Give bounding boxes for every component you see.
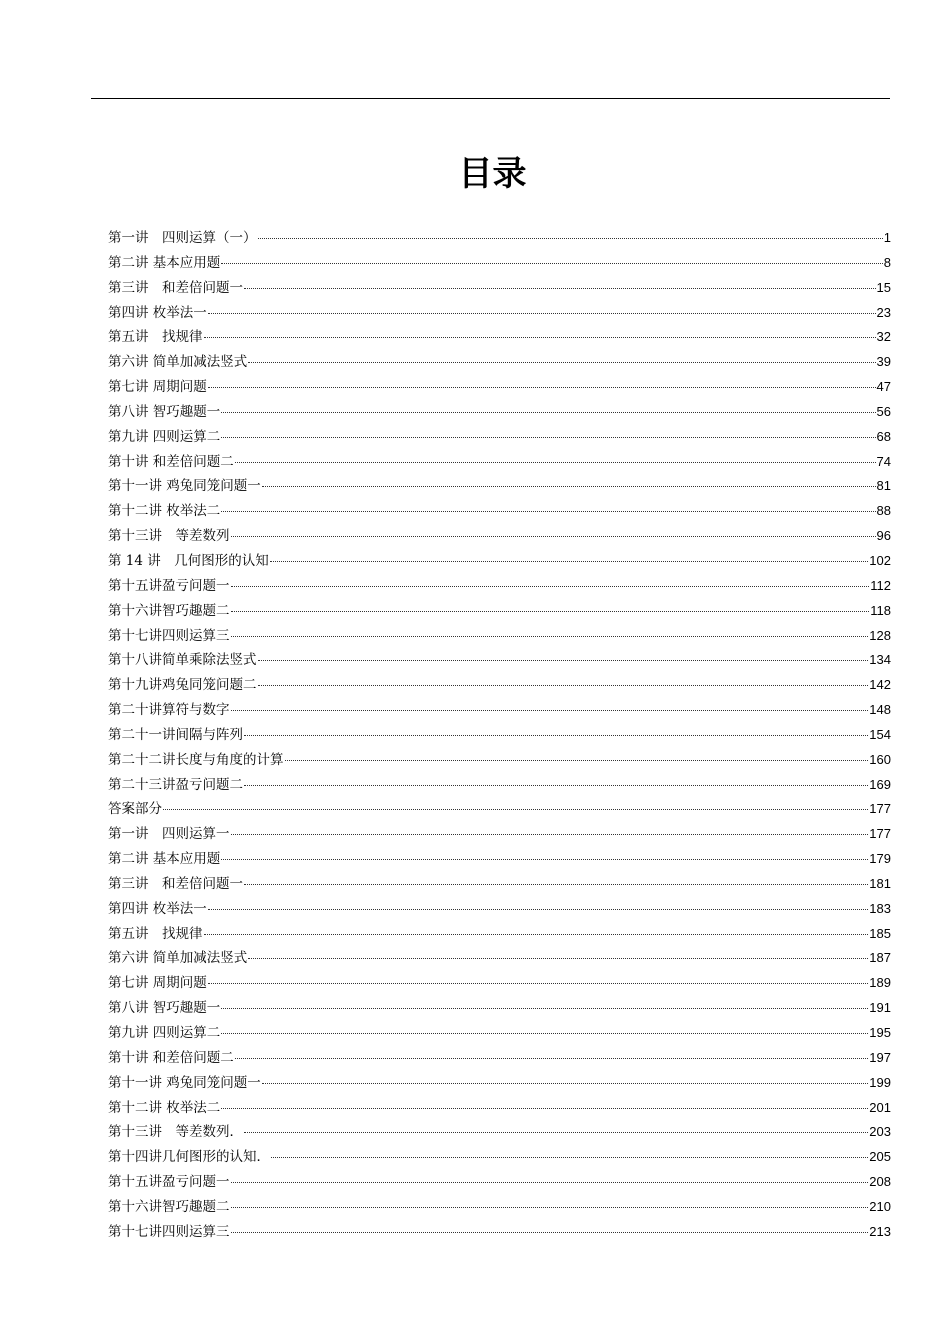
toc-entry-page-number: 179 <box>869 851 891 867</box>
toc-entry[interactable] <box>108 450 891 475</box>
toc-entry-page-number: 187 <box>869 950 891 966</box>
toc-dot-leader <box>221 1108 868 1109</box>
toc-entry[interactable] <box>108 251 891 276</box>
toc-entry[interactable] <box>108 599 891 624</box>
toc-dot-leader <box>231 834 869 835</box>
toc-entry[interactable] <box>108 276 891 301</box>
toc-dot-leader <box>221 859 868 860</box>
toc-entry-page-number: 112 <box>870 577 891 593</box>
toc-entry-page-number: 210 <box>869 1198 891 1214</box>
toc-entry-label: 第九讲 四则运算二 <box>108 428 221 445</box>
toc-entry-page-number: 183 <box>869 900 891 916</box>
toc-dot-leader <box>258 685 869 686</box>
toc-dot-leader <box>231 586 870 587</box>
toc-entry-label: 第十二讲 枚举法二 <box>108 503 221 520</box>
toc-entry[interactable] <box>108 971 891 996</box>
toc-entry-page-number: 197 <box>869 1049 891 1065</box>
toc-entry-label: 第一讲 四则运算一 <box>108 826 230 843</box>
toc-dot-leader <box>221 511 875 512</box>
toc-entry-page-number: 142 <box>869 677 891 693</box>
toc-entry-page-number: 154 <box>869 726 891 742</box>
toc-entry-label: 第二十三讲盈亏问题二 <box>108 776 243 793</box>
toc-dot-leader <box>262 1083 869 1084</box>
toc-entry-label: 第十三讲 等差数列 <box>108 528 230 545</box>
toc-dot-leader <box>208 387 876 388</box>
toc-entry[interactable] <box>108 499 891 524</box>
toc-dot-leader <box>244 288 876 289</box>
toc-dot-leader <box>231 1207 869 1208</box>
toc-entry-label: 第 14 讲 几何图形的认知 <box>108 552 269 569</box>
toc-entry[interactable] <box>108 922 891 947</box>
toc-dot-leader <box>262 486 876 487</box>
toc-entry-label: 第五讲 找规律 <box>108 329 203 346</box>
toc-dot-leader <box>235 462 876 463</box>
toc-entry-label: 第五讲 找规律 <box>108 925 203 942</box>
toc-entry[interactable] <box>108 723 891 748</box>
toc-entry-label: 第十一讲 鸡兔同笼问题一 <box>108 478 261 495</box>
toc-dot-leader <box>248 362 875 363</box>
toc-dot-leader <box>244 884 868 885</box>
toc-entry-page-number: 74 <box>876 453 891 469</box>
toc-entry-page-number: 118 <box>870 602 891 618</box>
toc-entry[interactable] <box>108 474 891 499</box>
toc-entry-label: 第八讲 智巧趣题一 <box>108 403 221 420</box>
toc-entry-label: 第十五讲盈亏问题一 <box>108 577 230 594</box>
toc-entry-page-number: 81 <box>876 478 891 494</box>
toc-dot-leader <box>244 785 868 786</box>
toc-entry[interactable] <box>108 648 891 673</box>
toc-entry[interactable] <box>108 797 891 822</box>
toc-entry-page-number: 203 <box>869 1124 891 1140</box>
toc-entry-page-number: 128 <box>869 627 891 643</box>
toc-dot-leader <box>208 909 869 910</box>
toc-entry-page-number: 177 <box>869 801 891 817</box>
toc-entry[interactable] <box>108 425 891 450</box>
toc-entry[interactable] <box>108 1071 891 1096</box>
toc-entry[interactable] <box>108 400 891 425</box>
toc-entry[interactable] <box>108 1021 891 1046</box>
toc-entry-label: 第十五讲盈亏问题一 <box>108 1174 230 1191</box>
toc-entry[interactable] <box>108 325 891 350</box>
toc-entry[interactable] <box>108 698 891 723</box>
toc-entry-page-number: 88 <box>876 503 891 519</box>
toc-dot-leader <box>208 313 876 314</box>
toc-entry-label: 第十二讲 枚举法二 <box>108 1099 221 1116</box>
toc-entry-label: 第十八讲简单乘除法竖式 <box>108 652 257 669</box>
toc-entry-page-number: 96 <box>876 528 891 544</box>
toc-entry-page-number: 15 <box>876 279 891 295</box>
toc-entry-label: 第十三讲 等差数列． <box>108 1124 243 1141</box>
toc-entry-page-number: 8 <box>883 254 891 270</box>
toc-entry-page-number: 195 <box>869 1025 891 1040</box>
toc-entry[interactable] <box>108 574 891 599</box>
toc-entry-label: 第十七讲四则运算三 <box>108 1223 230 1240</box>
toc-entry[interactable] <box>108 897 891 922</box>
toc-dot-leader <box>258 660 869 661</box>
toc-entry[interactable] <box>108 524 891 549</box>
toc-entry[interactable] <box>108 226 891 251</box>
toc-dot-leader <box>258 238 883 239</box>
toc-entry-label: 第四讲 枚举法一 <box>108 304 207 321</box>
toc-entry-page-number: 39 <box>876 354 891 370</box>
toc-entry[interactable] <box>108 996 891 1021</box>
toc-dot-leader <box>231 611 870 612</box>
toc-entry[interactable] <box>108 946 891 971</box>
toc-entry-label: 第六讲 简单加减法竖式 <box>108 950 248 967</box>
toc-entry[interactable] <box>108 1195 891 1220</box>
toc-entry-label: 第四讲 枚举法一 <box>108 900 207 917</box>
toc-entry[interactable] <box>108 301 891 326</box>
toc-entry-label: 第六讲 简单加减法竖式 <box>108 354 248 371</box>
toc-entry-label: 第八讲 智巧趣题一 <box>108 1000 221 1017</box>
toc-dot-leader <box>204 934 869 935</box>
toc-entry[interactable] <box>108 350 891 375</box>
toc-entry-label: 第二十讲算符与数字 <box>108 702 230 719</box>
toc-entry-label: 第七讲 周期问题 <box>108 975 207 992</box>
toc-entry-page-number: 213 <box>869 1223 891 1239</box>
toc-dot-leader <box>204 337 876 338</box>
toc-entry-page-number: 160 <box>869 751 891 767</box>
toc-entry-label: 第十六讲智巧趣题二 <box>108 1198 230 1215</box>
toc-entry-label: 第七讲 周期问题 <box>108 379 207 396</box>
toc-entry-page-number: 169 <box>869 776 891 792</box>
toc-entry-label: 第二讲 基本应用题 <box>108 851 221 868</box>
table-of-contents <box>108 226 891 1245</box>
toc-dot-leader <box>285 760 869 761</box>
toc-entry-label: 第十一讲 鸡兔同笼问题一 <box>108 1074 261 1091</box>
toc-entry-label: 第二讲 基本应用题 <box>108 254 221 271</box>
toc-entry-page-number: 47 <box>876 379 891 395</box>
toc-dot-leader <box>244 735 868 736</box>
toc-dot-leader <box>235 1058 869 1059</box>
toc-entry-label: 第十讲 和差倍问题二 <box>108 1049 234 1066</box>
toc-entry-page-number: 181 <box>869 875 891 891</box>
toc-entry[interactable] <box>108 1096 891 1121</box>
toc-dot-leader <box>231 536 876 537</box>
toc-dot-leader <box>221 412 875 413</box>
toc-entry[interactable] <box>108 549 891 574</box>
toc-entry-label: 第二十二讲长度与角度的计算 <box>108 751 284 768</box>
toc-entry[interactable] <box>108 1170 891 1195</box>
toc-dot-leader <box>231 636 869 637</box>
header-rule <box>91 98 890 99</box>
toc-entry[interactable] <box>108 673 891 698</box>
toc-entry-page-number: 102 <box>869 552 891 568</box>
toc-entry-label: 答案部分 <box>108 801 162 818</box>
toc-dot-leader <box>208 983 869 984</box>
toc-entry[interactable] <box>108 1220 891 1245</box>
toc-dot-leader <box>271 1157 868 1158</box>
toc-entry-page-number: 201 <box>869 1099 891 1115</box>
toc-entry-page-number: 148 <box>869 702 891 718</box>
toc-entry-label: 第九讲 四则运算二 <box>108 1025 221 1041</box>
toc-entry-label: 第十六讲智巧趣题二 <box>108 602 230 619</box>
toc-entry-page-number: 205 <box>869 1149 891 1165</box>
toc-entry-label: 第一讲 四则运算（一） <box>108 230 257 246</box>
toc-dot-leader <box>248 958 868 959</box>
toc-entry[interactable] <box>108 822 891 847</box>
toc-dot-leader <box>221 437 875 438</box>
toc-entry-page-number: 32 <box>876 329 891 345</box>
toc-entry[interactable] <box>108 1145 891 1170</box>
toc-entry[interactable] <box>108 773 891 798</box>
toc-entry-page-number: 68 <box>876 428 891 444</box>
toc-dot-leader <box>221 263 882 264</box>
toc-entry-page-number: 191 <box>869 1000 891 1016</box>
toc-entry[interactable] <box>108 872 891 897</box>
toc-dot-leader <box>231 710 869 711</box>
toc-entry-page-number: 185 <box>869 925 891 941</box>
toc-entry-page-number: 56 <box>876 403 891 419</box>
toc-dot-leader <box>244 1132 868 1133</box>
toc-entry-page-number: 134 <box>869 652 891 668</box>
toc-entry-label: 第三讲 和差倍问题一 <box>108 279 243 296</box>
toc-entry-page-number: 189 <box>869 975 891 991</box>
toc-dot-leader <box>231 1232 869 1233</box>
toc-entry[interactable] <box>108 1120 891 1145</box>
toc-entry-label: 第十七讲四则运算三 <box>108 627 230 644</box>
toc-dot-leader <box>221 1008 868 1009</box>
toc-entry[interactable] <box>108 748 891 773</box>
toc-entry-page-number: 177 <box>869 826 891 842</box>
toc-entry-page-number: 23 <box>876 304 891 320</box>
toc-dot-leader <box>231 1182 869 1183</box>
toc-entry-page-number: 199 <box>869 1074 891 1090</box>
page-title: 目录 <box>458 154 527 194</box>
toc-entry[interactable] <box>108 375 891 400</box>
toc-entry[interactable] <box>108 1046 891 1071</box>
toc-dot-leader <box>270 561 869 562</box>
toc-entry-label: 第十九讲鸡兔同笼问题二 <box>108 677 257 694</box>
toc-entry-page-number: 208 <box>869 1174 891 1190</box>
toc-entry-label: 第二十一讲间隔与阵列 <box>108 726 243 743</box>
toc-dot-leader <box>221 1033 868 1034</box>
toc-entry-label: 第十四讲几何图形的认知． <box>108 1149 270 1166</box>
toc-entry-page-number: 1 <box>883 230 891 245</box>
toc-entry[interactable] <box>108 847 891 872</box>
toc-dot-leader <box>163 809 868 810</box>
toc-entry[interactable] <box>108 624 891 649</box>
toc-entry-label: 第十讲 和差倍问题二 <box>108 453 234 470</box>
toc-entry-label: 第三讲 和差倍问题一 <box>108 875 243 892</box>
